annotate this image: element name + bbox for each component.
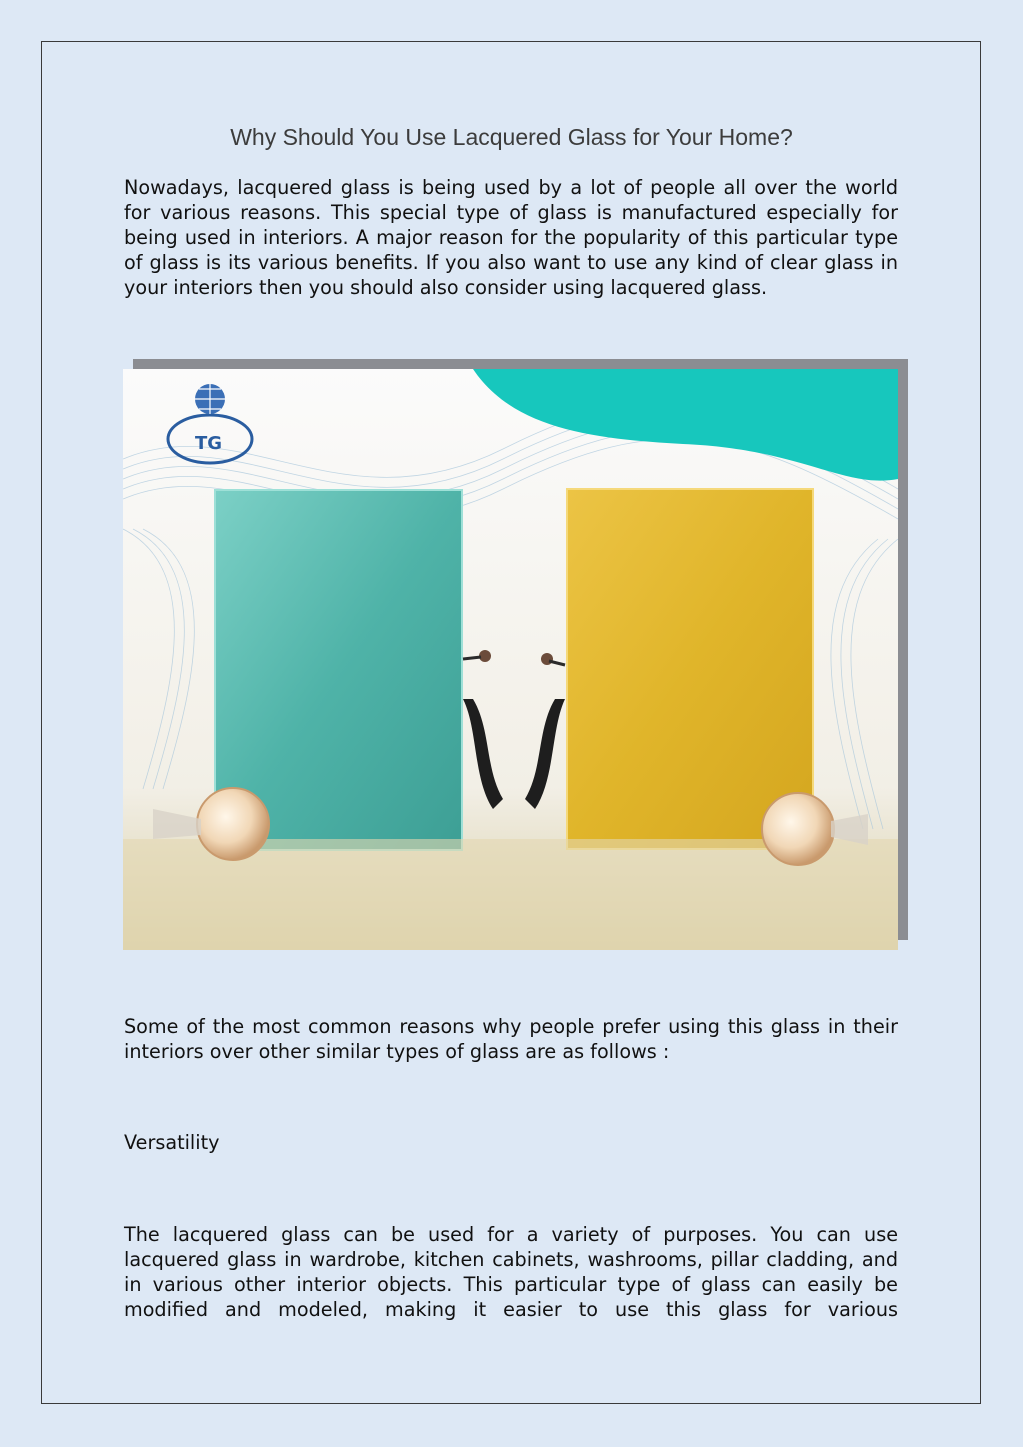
versatility-paragraph: The lacquered glass can be used for a variety of purposes. You can use lacquered glass in wardrobe, kitchen cabinets, washrooms, pillar cladding, and in various other interior objects. This particular type of glass can easily be modified and modeled, making it easier to use this glass for various bbox=[124, 1223, 898, 1321]
product-image bbox=[123, 369, 898, 950]
reasons-intro-paragraph: Some of the most common reasons why people prefer using this glass in their interiors over other similar types of glass are as follows : bbox=[124, 1015, 898, 1063]
intro-paragraph: Nowadays, lacquered glass is being used by a lot of people all over the world for various reasons. This special type of glass is manufactured especially for being used in interiors. A major reason for the popularity of this particular type of glass is its various benefits. If you also want to use any kind of clear glass in your interiors then you should also consider using lacquered glass. bbox=[124, 176, 898, 299]
section-heading-versatility: Versatility bbox=[124, 1131, 220, 1154]
yellow-glass-panel bbox=[567, 489, 813, 849]
page-title: Why Should You Use Lacquered Glass for Your Home? bbox=[230, 124, 793, 150]
logo-letters: TG bbox=[195, 433, 223, 454]
